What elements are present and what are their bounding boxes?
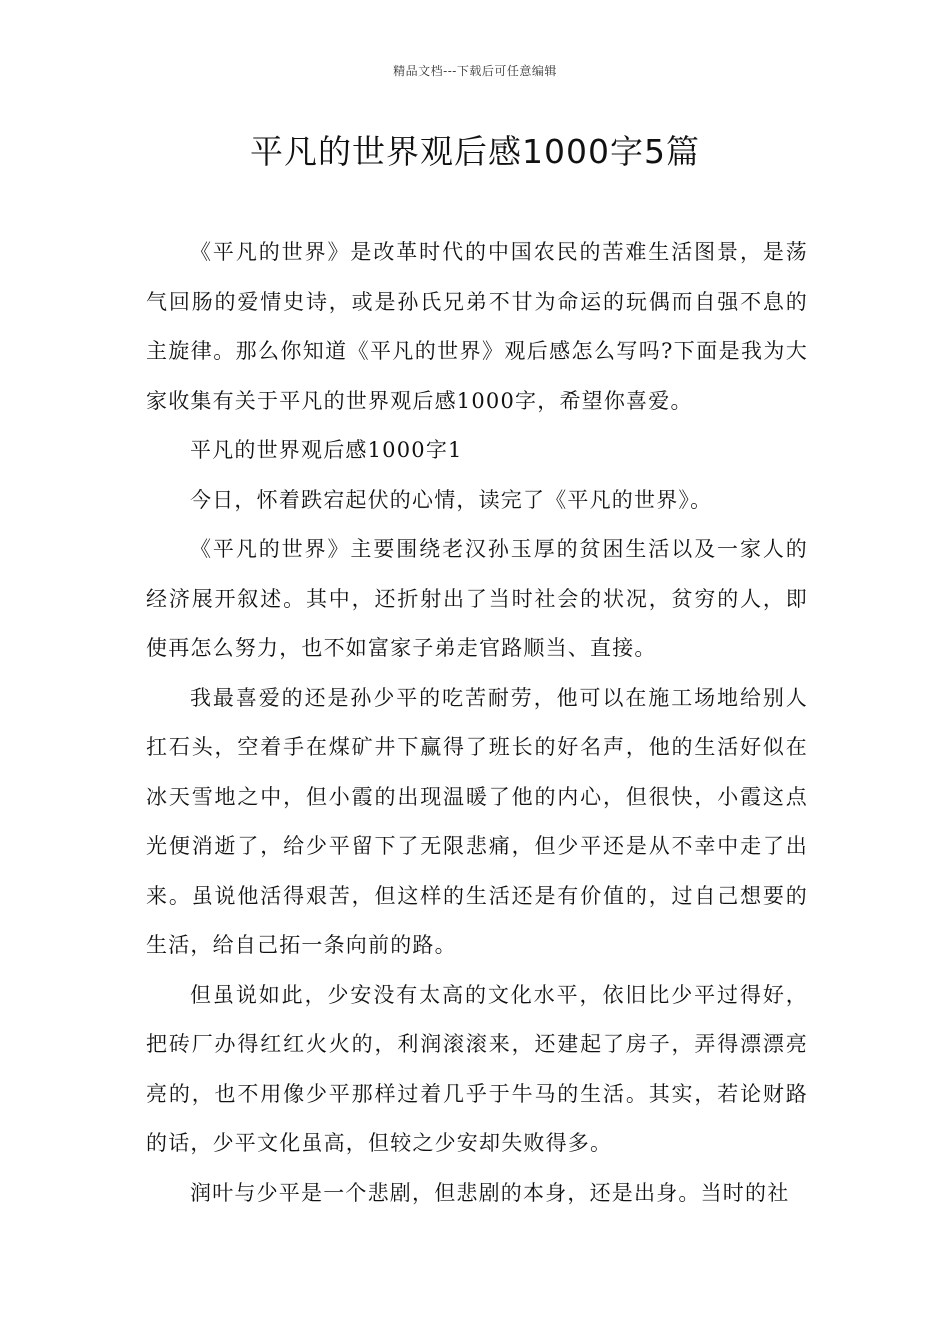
document-body	[146, 228, 808, 1218]
paragraph: 《平凡的世界》主要围绕老汉孙玉厚的贫困生活以及一家人的经济展开叙述。其中，还折射出了当时社会的状况，贫穷的人，即使再怎么努力，也不如富家子弟走官路顺当、直接。	[146, 537, 808, 660]
paragraph: 我最喜爱的还是孙少平的吃苦耐劳，他可以在施工场地给别人扛石头，空着手在煤矿井下赢得了班长的好名声，他的生活好似在冰天雪地之中，但小霞的出现温暖了他的内心，但很快，小霞这点光便消逝了，给少平留下了无限悲痛，但少平还是从不幸中走了出来。虽说他活得艰苦，但这样的生活还是有价值的，过自己想要的生活，给自己拓一条向前的路。	[146, 685, 808, 957]
paragraph: 今日，怀着跌宕起伏的心情，读完了《平凡的世界》。	[190, 487, 713, 512]
paragraph-intro: 《平凡的世界》是改革时代的中国农民的苦难生活图景，是荡气回肠的爱情史诗，或是孙氏兄弟不甘为命运的玩偶而自强不息的主旋律。那么你知道《平凡的世界》观后感怎么写吗?下面是我为大家收集有关于平凡的世界观后感1000字，希望你喜爱。	[146, 240, 808, 413]
paragraph: 润叶与少平是一个悲剧，但悲剧的本身，还是出身。当时的社	[190, 1180, 790, 1205]
section-heading: 平凡的世界观后感1000字1	[190, 438, 463, 462]
document-title: 平凡的世界观后感1000字5篇	[250, 132, 700, 171]
paragraph: 但虽说如此，少安没有太高的文化水平，依旧比少平过得好，把砖厂办得红红火火的，利润滚滚来，还建起了房子，弄得漂漂亮亮的，也不用像少平那样过着几乎于牛马的生活。其实，若论财路的话，少平文化虽高，但较之少安却失败得多。	[146, 982, 808, 1155]
header-note: 精品文档---下载后可任意编辑	[393, 64, 557, 78]
